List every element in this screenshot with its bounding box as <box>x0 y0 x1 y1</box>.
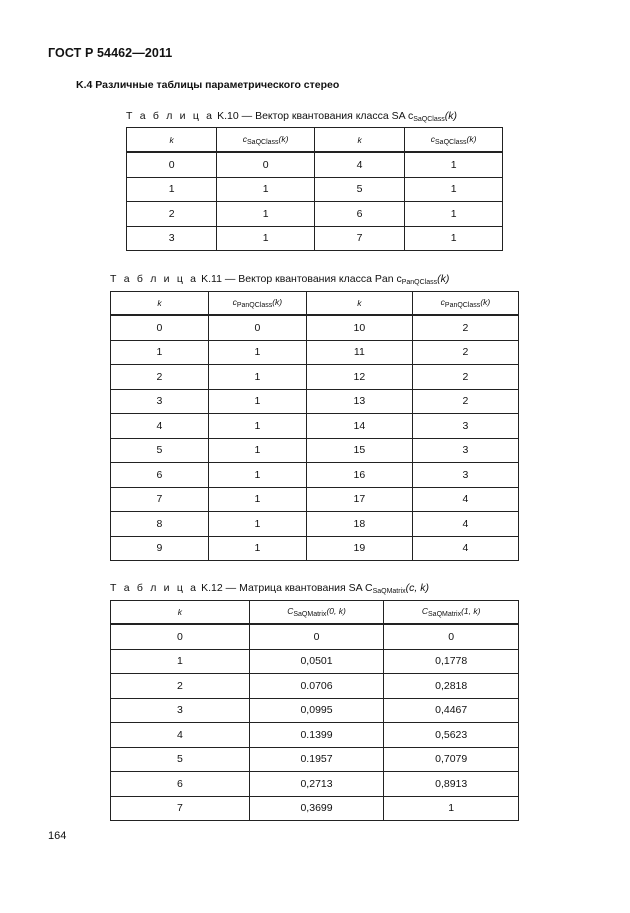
table-row <box>111 365 519 390</box>
table-cell: 0 <box>111 624 250 649</box>
table-cell: 1 <box>208 389 306 414</box>
header-argument: (0, k) <box>326 606 346 616</box>
column-header <box>217 128 315 153</box>
table-row <box>111 649 519 674</box>
table-cell: 3 <box>111 389 209 414</box>
table-cell: 2 <box>412 365 518 390</box>
table-k11 <box>110 291 519 561</box>
table-cell: 2 <box>412 315 518 340</box>
table-row <box>111 674 519 699</box>
header-argument: (k) <box>278 133 289 144</box>
table-cell: 3 <box>412 438 518 463</box>
table-cell: 1 <box>208 365 306 390</box>
page-number: 164 <box>48 830 67 842</box>
caption-argument: (k) <box>444 110 458 122</box>
header-subscript: PanQClass <box>444 302 481 309</box>
column-header <box>249 601 384 625</box>
header-subscript: PanQClass <box>236 302 273 309</box>
table-cell: 0,4467 <box>384 698 519 723</box>
header-subscript: SaQClass <box>247 138 279 146</box>
table-cell: 0,7079 <box>384 747 519 772</box>
table-cell: 3 <box>127 226 217 251</box>
header-symbol: C <box>421 606 429 616</box>
document-header: ГОСТ Р 54462—2011 <box>48 46 173 60</box>
table-header-row <box>111 601 519 625</box>
table-cell: 1 <box>217 202 315 227</box>
table-cell: 0,0501 <box>249 649 384 674</box>
header-symbol: k <box>357 134 362 145</box>
table-cell: 0,2818 <box>384 674 519 699</box>
header-symbol: c <box>440 297 445 307</box>
table-cell: 2 <box>111 674 250 699</box>
table-cell: 4 <box>111 723 250 748</box>
header-symbol: C <box>287 606 294 616</box>
caption-prefix: Т а б л и ц а <box>110 582 199 594</box>
table-cell: 0,5623 <box>384 723 519 748</box>
table-cell: 1 <box>217 226 315 251</box>
table-k10-caption <box>126 110 457 123</box>
header-argument: (1, k) <box>461 606 481 616</box>
column-header <box>208 292 306 316</box>
table-cell: 0.1957 <box>249 747 384 772</box>
caption-prefix: Т а б л и ц а <box>126 110 215 122</box>
header-argument: (k) <box>466 133 477 144</box>
column-header <box>306 292 412 316</box>
table-cell: 6 <box>111 463 209 488</box>
header-subscript: SaQClass <box>435 138 467 146</box>
caption-subscript: SaQClass <box>413 116 445 123</box>
column-header <box>111 292 209 316</box>
table-cell: 0,8913 <box>384 772 519 797</box>
table-cell: 5 <box>314 177 404 202</box>
table-row <box>111 772 519 797</box>
table-row <box>127 202 503 227</box>
table-cell: 6 <box>314 202 404 227</box>
table-cell: 12 <box>306 365 412 390</box>
header-symbol: k <box>157 298 162 308</box>
table-cell: 0.0706 <box>249 674 384 699</box>
table-row <box>127 177 503 202</box>
table-cell: 1 <box>208 414 306 439</box>
table-cell: 3 <box>412 414 518 439</box>
column-header <box>314 128 404 153</box>
table-cell: 4 <box>412 536 518 561</box>
table-cell: 2 <box>127 202 217 227</box>
table-cell: 1 <box>127 177 217 202</box>
table-cell: 0,3699 <box>249 796 384 821</box>
table-row <box>111 463 519 488</box>
table-cell: 4 <box>314 152 404 177</box>
header-symbol: c <box>242 133 248 144</box>
table-cell: 0 <box>249 624 384 649</box>
header-argument: (k) <box>272 297 283 307</box>
header-subscript: SaQMatrix <box>428 611 462 618</box>
table-cell: 0 <box>127 152 217 177</box>
table-cell: 9 <box>111 536 209 561</box>
header-symbol: k <box>169 134 174 145</box>
table-cell: 1 <box>405 152 503 177</box>
table-row <box>111 512 519 537</box>
section-title: K.4 Различные таблицы параметрического стерео <box>76 79 340 91</box>
column-header <box>405 128 503 153</box>
table-cell: 4 <box>412 487 518 512</box>
table-cell: 11 <box>306 340 412 365</box>
table-cell: 1 <box>111 649 250 674</box>
header-subscript: SaQMatrix <box>293 611 327 618</box>
table-cell: 0 <box>111 315 209 340</box>
caption-text: K.10 — Вектор квантования класса SA c <box>217 110 414 122</box>
table-cell: 0 <box>384 624 519 649</box>
caption-subscript: PanQClass <box>401 279 438 286</box>
table-cell: 13 <box>306 389 412 414</box>
table-cell: 3 <box>111 698 250 723</box>
table-cell: 6 <box>111 772 250 797</box>
table-k12 <box>110 600 519 821</box>
table-row <box>111 414 519 439</box>
header-symbol: k <box>177 607 182 617</box>
table-cell: 8 <box>111 512 209 537</box>
table-cell: 1 <box>384 796 519 821</box>
table-cell: 1 <box>405 177 503 202</box>
table-row <box>111 796 519 821</box>
table-row <box>127 152 503 177</box>
header-argument: (k) <box>480 297 491 307</box>
table-row <box>111 389 519 414</box>
column-header <box>127 128 217 153</box>
caption-text: K.12 — Матрица квантования SA C <box>201 582 373 594</box>
caption-text: K.11 — Вектор квантования класса Pan c <box>201 273 402 285</box>
table-cell: 1 <box>208 438 306 463</box>
table-cell: 19 <box>306 536 412 561</box>
table-cell: 1 <box>111 340 209 365</box>
table-row <box>111 723 519 748</box>
caption-argument: (k) <box>437 273 450 285</box>
table-row <box>111 315 519 340</box>
table-cell: 0,2713 <box>249 772 384 797</box>
table-cell: 0.1399 <box>249 723 384 748</box>
table-cell: 1 <box>208 463 306 488</box>
table-cell: 5 <box>111 438 209 463</box>
column-header <box>412 292 518 316</box>
table-cell: 16 <box>306 463 412 488</box>
table-cell: 2 <box>111 365 209 390</box>
table-cell: 0,0995 <box>249 698 384 723</box>
table-row <box>111 487 519 512</box>
table-row <box>111 698 519 723</box>
header-symbol: c <box>430 133 436 144</box>
caption-subscript: SaQMatrix <box>372 588 406 595</box>
table-cell: 14 <box>306 414 412 439</box>
table-cell: 18 <box>306 512 412 537</box>
table-cell: 0 <box>217 152 315 177</box>
table-cell: 1 <box>217 177 315 202</box>
table-row <box>127 226 503 251</box>
table-header-row <box>111 292 519 316</box>
header-symbol: c <box>232 297 237 307</box>
table-row <box>111 747 519 772</box>
table-row <box>111 624 519 649</box>
table-cell: 7 <box>111 796 250 821</box>
table-cell: 3 <box>412 463 518 488</box>
table-cell: 5 <box>111 747 250 772</box>
table-header-row <box>127 128 503 153</box>
table-k12-caption <box>110 582 429 595</box>
table-cell: 0,1778 <box>384 649 519 674</box>
table-cell: 0 <box>208 315 306 340</box>
table-cell: 7 <box>111 487 209 512</box>
header-symbol: k <box>357 298 362 308</box>
table-cell: 7 <box>314 226 404 251</box>
caption-prefix: Т а б л и ц а <box>110 273 199 285</box>
table-cell: 4 <box>111 414 209 439</box>
column-header <box>111 601 250 625</box>
table-cell: 10 <box>306 315 412 340</box>
table-row <box>111 438 519 463</box>
table-cell: 1 <box>208 512 306 537</box>
table-cell: 1 <box>208 536 306 561</box>
table-cell: 1 <box>208 340 306 365</box>
table-cell: 15 <box>306 438 412 463</box>
table-k10 <box>126 127 503 251</box>
table-cell: 17 <box>306 487 412 512</box>
table-cell: 1 <box>405 202 503 227</box>
table-cell: 2 <box>412 340 518 365</box>
table-k11-caption <box>110 273 449 286</box>
table-row <box>111 536 519 561</box>
table-cell: 1 <box>208 487 306 512</box>
table-row <box>111 340 519 365</box>
table-cell: 4 <box>412 512 518 537</box>
caption-argument: (c, k) <box>405 582 429 594</box>
column-header <box>384 601 519 625</box>
table-cell: 2 <box>412 389 518 414</box>
table-cell: 1 <box>405 226 503 251</box>
